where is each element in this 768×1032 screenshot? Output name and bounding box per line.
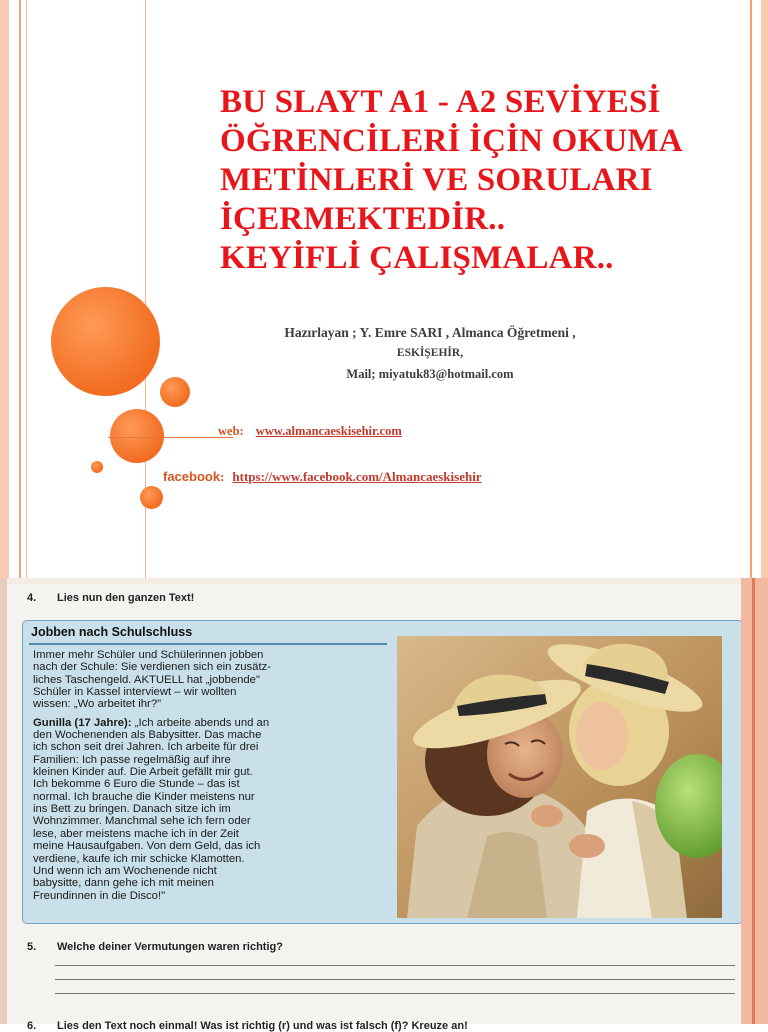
scan-right-edge-line: [752, 578, 755, 1024]
question-text: Lies nun den ganzen Text!: [57, 592, 195, 604]
author-line: Hazırlayan ; Y. Emre SARI , Almanca Öğretmeni ,: [284, 325, 576, 340]
horizontal-accent-line: [108, 437, 233, 438]
question-5: [27, 941, 283, 953]
scan-left-edge: [0, 578, 7, 1024]
reading-text-box: [22, 620, 743, 924]
answer-line[interactable]: [55, 993, 735, 994]
text-line: verdiene, kaufe ich mir schicke Klamotten.: [33, 852, 245, 865]
slide-title: [220, 83, 740, 278]
text-line: den Wochenenden als Babysitter. Das mache: [33, 729, 262, 742]
slide-title-line: METİNLERİ VE SORULARI: [220, 162, 653, 198]
text-line: babysitte, dann gehe ich mit meinen: [33, 877, 214, 890]
text-line: meine Hausaufgaben. Von dem Geld, das ich: [33, 840, 261, 853]
text-line: nach der Schule: Sie verdienen sich ein zusätz-: [33, 661, 271, 674]
city-line: ESKİŞEHİR,: [396, 347, 464, 359]
left-border-line-thin: [26, 0, 27, 578]
question-text: Lies den Text noch einmal! Was ist richtig (r) und was ist falsch (f)? Kreuze an!: [57, 1020, 468, 1032]
title-underline: [29, 643, 387, 645]
text-line: kleinen Kinder auf. Die Arbeit gefällt mir gut.: [33, 766, 253, 779]
slide-title-line: ÖĞRENCİLERİ İÇİN OKUMA: [220, 123, 683, 159]
slide-title-line: BU SLAYT A1 - A2 SEVİYESİ: [220, 84, 661, 120]
speaker-name: Gunilla (17 Jahre):: [33, 716, 132, 729]
text-line: ich schon seit drei Jahren. Ich arbeite für drei: [33, 741, 259, 754]
left-border-stripe: [0, 0, 9, 578]
text-line: ins Bett zu bringen. Danach sitze ich im: [33, 803, 231, 816]
worksheet-scan: [0, 578, 768, 1032]
story-paragraph: [33, 717, 388, 902]
facebook-row: [163, 469, 482, 485]
right-border-stripe: [761, 0, 768, 578]
left-border-line: [19, 0, 21, 578]
decorative-circle-tiny: [91, 461, 103, 473]
question-text: Welche deiner Vermutungen waren richtig?: [57, 941, 283, 953]
text-line: normal. Ich brauche die Kinder meistens nur: [33, 790, 255, 803]
text-line: wissen: „Wo arbeitet ihr?": [33, 698, 162, 711]
web-label: web:: [218, 424, 244, 438]
slide-title-line: KEYİFLİ ÇALIŞMALAR..: [220, 240, 614, 276]
question-number: 4.: [27, 592, 37, 604]
question-number: 5.: [27, 941, 37, 953]
facebook-label: facebook: [163, 469, 221, 484]
right-border-line: [750, 0, 752, 578]
answer-line[interactable]: [55, 979, 735, 980]
decorative-circle-small-2: [140, 486, 163, 509]
text-line: Und wenn ich am Wochenende nicht: [33, 864, 217, 877]
text-line: lese, aber meistens mache ich in der Zeit: [33, 827, 239, 840]
decorative-circle-large: [51, 287, 160, 396]
web-link[interactable]: www.almancaeskisehir.com: [255, 424, 402, 438]
answer-line[interactable]: [55, 965, 735, 966]
text-line: Freundinnen in die Disco!": [33, 889, 166, 902]
question-number: 6.: [27, 1020, 37, 1032]
slide-title-line: İÇERMEKTEDİR..: [220, 201, 506, 237]
mother-daughter-photo: [397, 636, 722, 918]
decorative-circle-medium: [110, 409, 164, 463]
text-line: Familien: Ich passe regelmäßig auf ihre: [33, 753, 231, 766]
text-line: Schüler in Kassel interviewt – wir wollten: [33, 686, 237, 699]
text-line: liches Taschengeld. AKTUELL hat „jobbende": [33, 673, 260, 686]
intro-paragraph: [33, 649, 388, 711]
worksheet-paper: [7, 584, 741, 1032]
facebook-link[interactable]: https://www.facebook.com/Almancaeskisehir: [232, 469, 482, 484]
text-line: Ich bekomme 6 Euro die Stunde – das ist: [33, 778, 240, 791]
question-6: [27, 1020, 468, 1032]
text-line: „Ich arbeite abends und an: [131, 716, 270, 729]
facebook-colon: :: [220, 469, 225, 484]
mail-line: Mail; miyatuk83@hotmail.com: [346, 367, 514, 381]
question-4: [27, 592, 194, 604]
text-line: Immer mehr Schüler und Schülerinnen jobben: [33, 649, 264, 661]
reading-text: [33, 649, 388, 908]
web-row: [218, 424, 402, 439]
text-title: Jobben nach Schulschluss: [31, 625, 193, 639]
text-line: Wohnzimmer. Manchmal sehe ich fern oder: [33, 815, 251, 828]
photo-illustration: [397, 636, 722, 918]
